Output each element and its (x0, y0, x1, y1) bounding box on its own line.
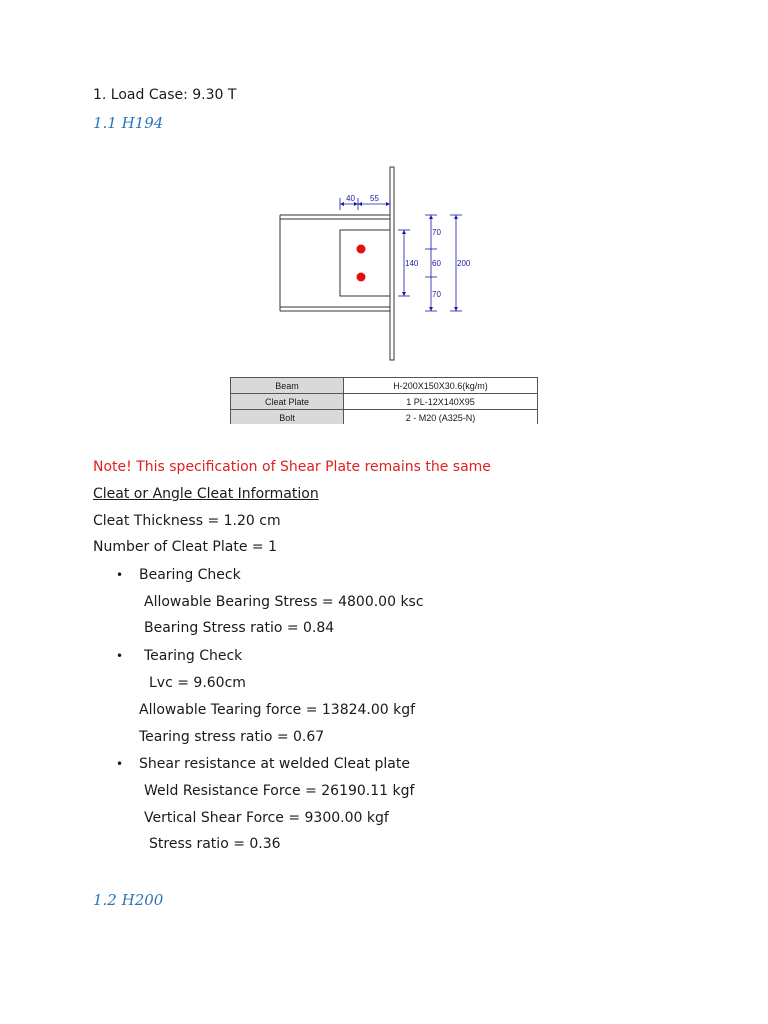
spec-value: H-200X150X30.6(kg/m) (344, 378, 538, 394)
load-case-line: 1. Load Case: 9.30 T (93, 87, 237, 103)
bearing-check-title: Bearing Check (139, 567, 241, 583)
connection-diagram (270, 160, 470, 365)
spec-label: Beam (231, 378, 344, 394)
spec-label: Bolt (231, 410, 344, 426)
spec-value: 1 PL-12X140X95 (344, 394, 538, 410)
lvc-value: Lvc = 9.60cm (149, 675, 246, 691)
bullet-icon: • (116, 649, 124, 663)
cleat-info-title: Cleat or Angle Cleat Information (93, 486, 319, 502)
arrow (340, 202, 344, 206)
cleat-thickness: Cleat Thickness = 1.20 cm (93, 513, 281, 529)
bolt-top (357, 245, 366, 254)
spec-label: Cleat Plate (231, 394, 344, 410)
arrow (402, 292, 406, 296)
arrow (429, 215, 433, 219)
arrow (454, 307, 458, 311)
table-row (231, 378, 538, 394)
bolt-bottom (357, 273, 366, 282)
vertical-shear-force: Vertical Shear Force = 9300.00 kgf (144, 810, 389, 826)
spec-table (230, 377, 538, 426)
dim-label-140: 140 (405, 259, 419, 268)
note-text: Note! This specification of Shear Plate remains the same (93, 459, 491, 475)
arrow (454, 215, 458, 219)
table-crop-mask (228, 424, 542, 434)
column-plate (390, 167, 394, 360)
dim-label-40: 40 (346, 194, 355, 203)
shear-resistance-title: Shear resistance at welded Cleat plate (139, 756, 410, 772)
cleat-plate (340, 230, 390, 296)
dim-label-70-top: 70 (432, 228, 441, 237)
spec-value: 2 - M20 (A325-N) (344, 410, 538, 426)
section-heading-1-2: 1.2 H200 (93, 891, 164, 909)
arrow (402, 230, 406, 234)
dim-label-200: 200 (457, 259, 470, 268)
tearing-stress-ratio: Tearing stress ratio = 0.67 (139, 729, 325, 745)
dim-label-70-bottom: 70 (432, 290, 441, 299)
bearing-stress-ratio: Bearing Stress ratio = 0.84 (144, 620, 335, 636)
arrow (358, 202, 362, 206)
dim-label-55: 55 (370, 194, 379, 203)
bullet-icon: • (116, 568, 124, 582)
weld-resistance-force: Weld Resistance Force = 26190.11 kgf (144, 783, 415, 799)
bullet-icon: • (116, 757, 124, 771)
number-of-cleat-plate: Number of Cleat Plate = 1 (93, 539, 277, 555)
arrow (429, 307, 433, 311)
tearing-check-title: Tearing Check (144, 648, 243, 664)
allowable-bearing-stress: Allowable Bearing Stress = 4800.00 ksc (144, 594, 424, 610)
stress-ratio: Stress ratio = 0.36 (149, 836, 281, 852)
table-row (231, 394, 538, 410)
allowable-tearing-force: Allowable Tearing force = 13824.00 kgf (139, 702, 416, 718)
arrow (386, 202, 390, 206)
section-heading-1-1: 1.1 H194 (93, 114, 164, 132)
dim-label-60: 60 (432, 259, 441, 268)
